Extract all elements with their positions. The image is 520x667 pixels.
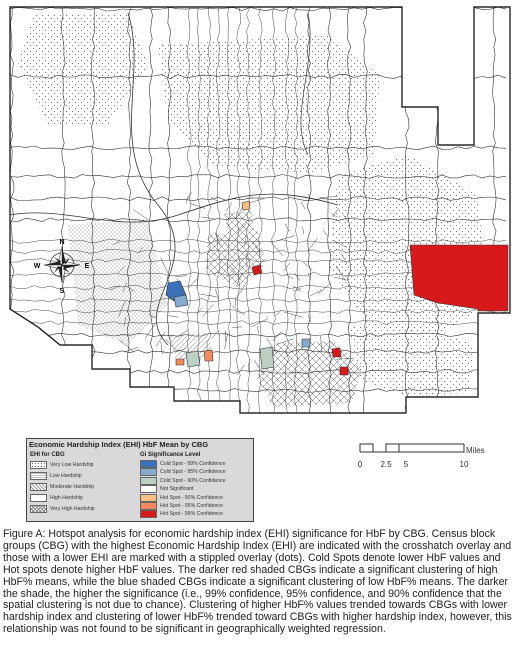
hotspot-99-central (252, 265, 262, 275)
swatch-very-low (30, 461, 47, 469)
legend-gi-item (140, 477, 225, 485)
legend-ehi-label: High Hardship (50, 495, 83, 501)
legend-gi-item (140, 502, 223, 510)
legend-ehi-label: Low Hardship (50, 473, 82, 479)
legend-ehi-item (30, 472, 82, 480)
legend-gi-item (140, 510, 223, 518)
scale-unit-label: Miles (466, 446, 485, 455)
gi-swatch (140, 460, 157, 468)
map-legend (26, 438, 254, 522)
hotspot-95-southwest (204, 350, 213, 361)
gi-swatch (140, 502, 157, 510)
swatch-low (30, 472, 47, 480)
scale-bar (352, 440, 517, 474)
coldspot-95-west (174, 295, 188, 307)
legend-gi-item (140, 460, 225, 468)
hotspot-map (8, 5, 512, 429)
swatch-high (30, 494, 47, 502)
coldspot-90-south (260, 347, 274, 369)
legend-gi-header: Gi Significance Level (140, 452, 201, 458)
legend-ehi-item (30, 494, 83, 502)
compass-south-label: S (59, 288, 65, 295)
hotspot-99-south (332, 348, 341, 357)
legend-ehi-label: Moderate Hardship (50, 484, 95, 490)
map-panel (8, 5, 512, 429)
legend-gi-item (140, 485, 193, 493)
legend-ehi-header: EHI for CBG (30, 452, 65, 458)
legend-gi-item (140, 494, 223, 502)
legend-ehi-label: Very High Hardship (50, 506, 95, 512)
legend-ehi-item (30, 483, 94, 491)
coldspot-95-central (302, 339, 310, 347)
legend-gi-label: Cold Spot - 99% Confidence (160, 461, 226, 467)
scale-bar-graphic (360, 444, 464, 452)
gi-swatch (140, 485, 157, 493)
legend-title: Economic Hardship Index (EHI) HbF Mean by CBG (29, 440, 209, 449)
scale-tick-label: 5 (403, 460, 409, 469)
compass-north-label: N (59, 239, 65, 246)
legend-gi-item (140, 468, 225, 476)
legend-gi-label: Cold Spot - 95% Confidence (160, 469, 226, 476)
legend-gi-label: Hot Spot - 90% Confidence (160, 494, 223, 501)
gi-swatch (140, 468, 157, 476)
swatch-very-high (30, 505, 47, 513)
crosshatch-region-north (224, 211, 254, 233)
gi-swatch (140, 494, 157, 502)
legend-gi-label: Hot Spot - 99% Confidence (160, 511, 223, 518)
hotspot-99-south-2 (340, 367, 348, 375)
legend-ehi-label: Very Low Hardship (50, 462, 94, 468)
coldspot-90-southwest (186, 351, 200, 367)
legend-ehi-item (30, 505, 95, 513)
legend-gi-label: Cold Spot - 90% Confidence (160, 477, 226, 484)
legend-ehi-item (30, 461, 94, 469)
gi-swatch (140, 477, 157, 485)
scale-tick-label: 0 (357, 460, 363, 469)
hotspot-95-southwest-2 (176, 359, 184, 365)
swatch-moderate (30, 483, 47, 491)
gi-swatch (140, 510, 157, 518)
compass-west-label: W (33, 263, 41, 270)
legend-gi-label: Hot Spot - 95% Confidence (160, 503, 223, 509)
figure-caption: Figure A: Hotspot analysis for economic hardship index (EHI) significance for HbF by CBG. Census block groups (CBG) with the highest Economic Hardship Index (EHI) are indicated with the crosshatch overlay and those with a lower EHI are marked with a stippled overlay (dots). Cold Spots denote lower HbF values and Hot spots denote higher HbF values. The darker red shaded CBGs indicate a significant clustering of high HbF% means, while the blue shaded CBGs indicate a significant clustering of low HbF% means. The darker the shade, the higher the significance (i.e., 99% confidence, 95% confidence, and 90% confidence that the spatial clustering is not due to chance). Clustering of higher HbF% values trended towards CBGs with lower hardship index and clustering of lower HbF% trended toward CBGs with higher hardship index, however, this relationship was not found to be significant in geographically weighted regression. (3, 528, 512, 636)
compass-east-label: E (84, 263, 90, 270)
scale-tick-label: 10 (459, 460, 469, 469)
scale-tick-label: 2.5 (380, 460, 392, 469)
hotspot-90-north (242, 201, 250, 210)
legend-gi-label: Not Significant (160, 486, 194, 493)
